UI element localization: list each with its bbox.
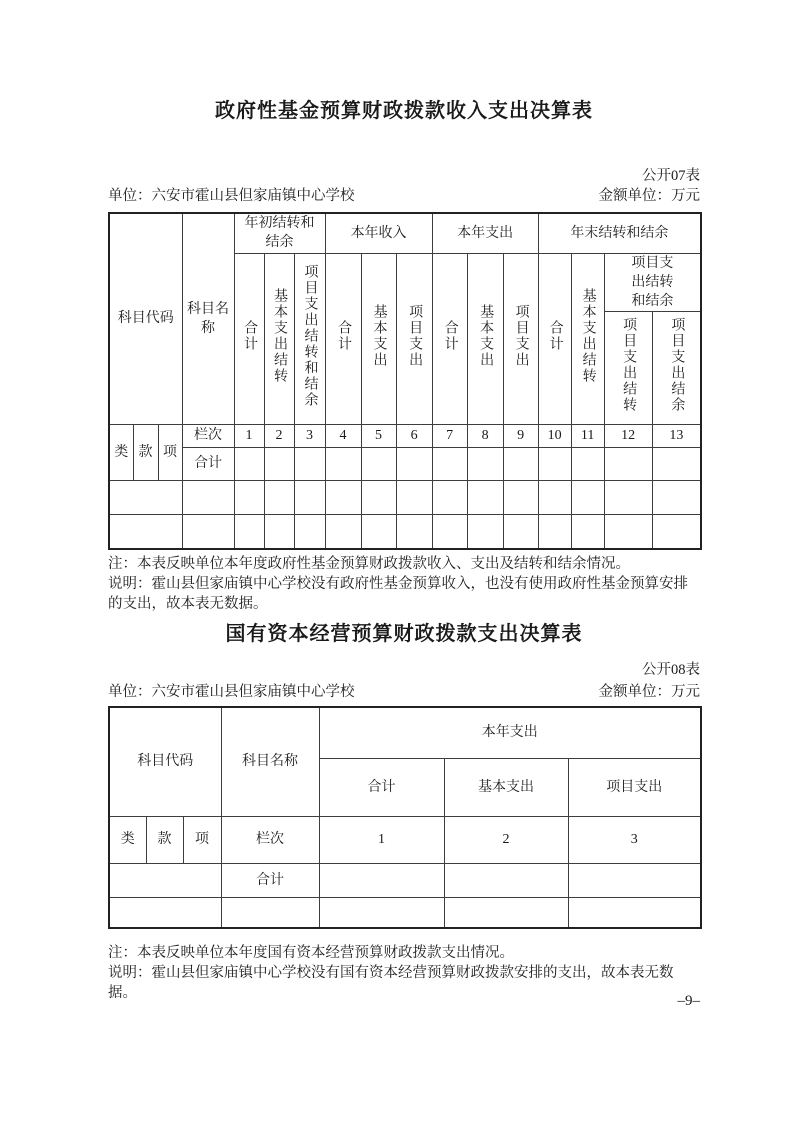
column-index: 7 [432, 424, 467, 447]
header-col-8-label: 基本支出 [478, 303, 494, 368]
empty-cell [568, 863, 701, 897]
header-col-10 [538, 253, 571, 424]
empty-cell [294, 514, 325, 549]
empty-cell [503, 480, 538, 514]
header-col-9 [503, 253, 538, 424]
empty-cell [294, 447, 325, 480]
empty-cell [503, 447, 538, 480]
empty-cell [319, 863, 444, 897]
empty-cell [571, 480, 604, 514]
state-capital-table [108, 706, 702, 929]
header-col-9-label: 项目支出 [513, 303, 529, 368]
state-capital-unit-name: 单位：六安市霍山县但家庙镇中心学校 [108, 684, 355, 700]
empty-cell [571, 447, 604, 480]
header-col-11 [571, 253, 604, 424]
header-group-current-expenditure: 本年支出 [432, 213, 538, 253]
header-col-7 [432, 253, 467, 424]
header-group-opening-balance [234, 213, 325, 253]
empty-cell [467, 514, 503, 549]
gov-fund-table-tag: 公开07表 [642, 168, 700, 184]
header-code-item: 项 [183, 816, 221, 863]
empty-cell [467, 447, 503, 480]
header-column-index-label: 栏次 [221, 816, 319, 863]
header-col-6-label: 项目支出 [407, 303, 423, 368]
empty-cell [503, 514, 538, 549]
empty-cell [538, 480, 571, 514]
column-index: 2 [444, 816, 568, 863]
header-col-2-label: 基本支出结转 [272, 287, 288, 384]
empty-cell [234, 514, 264, 549]
column-index: 12 [604, 424, 652, 447]
empty-cell [325, 514, 361, 549]
column-index: 13 [652, 424, 701, 447]
empty-cell [652, 514, 701, 549]
empty-cell [361, 480, 396, 514]
header-group-yearend-balance: 年末结转和结余 [538, 213, 701, 253]
column-index: 10 [538, 424, 571, 447]
empty-cell [325, 447, 361, 480]
empty-cell [432, 447, 467, 480]
empty-cell [571, 514, 604, 549]
header-col-7-label: 合计 [442, 319, 458, 352]
page-number: –9– [677, 993, 700, 1009]
column-index: 9 [503, 424, 538, 447]
empty-cell [264, 514, 294, 549]
empty-cell [432, 514, 467, 549]
gov-fund-note: 注：本表反映单位本年度政府性基金预算财政拨款收入、支出及结转和结余情况。 [108, 556, 630, 572]
header-col-1-label: 合计 [242, 319, 258, 352]
empty-cell [652, 447, 701, 480]
header-col-8 [467, 253, 503, 424]
column-index: 3 [568, 816, 701, 863]
empty-cell [221, 897, 319, 928]
empty-cell [325, 480, 361, 514]
header-subgroup-project-balance [604, 253, 701, 311]
header-subject-name: 科目名称 [221, 707, 319, 816]
header-code-section: 款 [146, 816, 183, 863]
empty-cell [361, 447, 396, 480]
empty-cell [109, 480, 182, 514]
header-col-12 [604, 311, 652, 424]
column-index: 2 [264, 424, 294, 447]
header-col-13-label: 项目支出结余 [669, 316, 685, 413]
state-capital-amount-unit: 金额单位：万元 [598, 684, 700, 700]
gov-fund-explanation: 说明：霍山县但家庙镇中心学校没有政府性基金预算收入，也没有使用政府性基金预算安排的支出，故本表无数据。 [108, 576, 688, 612]
empty-cell [319, 897, 444, 928]
empty-cell [264, 480, 294, 514]
column-index: 11 [571, 424, 604, 447]
state-capital-explanation: 说明：霍山县但家庙镇中心学校没有国有资本经营预算财政拨款安排的支出，故本表无数据。 [108, 965, 674, 1001]
header-col-4 [325, 253, 361, 424]
column-index: 5 [361, 424, 396, 447]
empty-cell [182, 480, 234, 514]
state-capital-table-tag: 公开08表 [642, 662, 700, 678]
header-col-13 [652, 311, 701, 424]
column-index: 1 [234, 424, 264, 447]
header-subject-code: 科目代码 [109, 707, 221, 816]
empty-cell [234, 447, 264, 480]
header-col-total: 合计 [319, 758, 444, 816]
empty-cell [182, 514, 234, 549]
header-col-12-label: 项目支出结转 [621, 316, 637, 413]
empty-cell [604, 514, 652, 549]
gov-fund-unit-name: 单位：六安市霍山县但家庙镇中心学校 [108, 188, 355, 204]
header-col-3 [294, 253, 325, 424]
gov-fund-table-title: 政府性基金预算财政拨款收入支出决算表 [215, 100, 593, 122]
empty-cell [538, 514, 571, 549]
empty-cell [264, 447, 294, 480]
header-code-class: 类 [109, 424, 133, 480]
empty-cell [396, 514, 432, 549]
row-total-label: 合计 [221, 863, 319, 897]
header-subject-code: 科目代码 [109, 213, 182, 424]
header-subject-name: 科目名称 [182, 213, 234, 424]
empty-cell [234, 480, 264, 514]
header-col-3-label: 项目支出结转和结余 [302, 263, 318, 408]
gov-fund-unit-line [108, 187, 700, 205]
empty-cell [396, 447, 432, 480]
page-content [108, 0, 700, 1003]
empty-cell [109, 514, 182, 549]
header-group-current-income: 本年收入 [325, 213, 432, 253]
header-code-section: 款 [133, 424, 158, 480]
empty-cell [444, 897, 568, 928]
empty-cell [294, 480, 325, 514]
gov-fund-notes [108, 554, 700, 614]
header-col-1 [234, 253, 264, 424]
empty-cell [652, 480, 701, 514]
header-col-5 [361, 253, 396, 424]
empty-cell [604, 480, 652, 514]
empty-cell [444, 863, 568, 897]
header-group-opening-balance-label: 年初结转和结余 [244, 216, 315, 251]
header-col-4-label: 合计 [336, 319, 352, 352]
header-col-11-label: 基本支出结转 [580, 287, 596, 384]
header-col-5-label: 基本支出 [371, 303, 387, 368]
column-index: 1 [319, 816, 444, 863]
empty-cell [467, 480, 503, 514]
header-code-item: 项 [158, 424, 182, 480]
row-total-label: 合计 [182, 447, 234, 480]
column-index: 3 [294, 424, 325, 447]
header-col-2 [264, 253, 294, 424]
state-capital-note: 注：本表反映单位本年度国有资本经营预算财政拨款支出情况。 [108, 945, 514, 961]
empty-cell [396, 480, 432, 514]
empty-cell [538, 447, 571, 480]
header-col-basic-expenditure: 基本支出 [444, 758, 568, 816]
column-index: 8 [467, 424, 503, 447]
empty-cell [361, 514, 396, 549]
header-group-current-expenditure: 本年支出 [319, 707, 701, 758]
header-col-10-label: 合计 [547, 319, 563, 352]
header-column-index-label: 栏次 [182, 424, 234, 447]
empty-cell [109, 863, 221, 897]
gov-fund-table [108, 212, 702, 550]
empty-cell [568, 897, 701, 928]
header-col-6 [396, 253, 432, 424]
state-capital-unit-line [108, 683, 700, 701]
header-subgroup-project-balance-label: 项目支出结转和结余 [631, 255, 674, 309]
empty-cell [604, 447, 652, 480]
column-index: 4 [325, 424, 361, 447]
empty-cell [109, 897, 221, 928]
empty-cell [432, 480, 467, 514]
header-col-project-expenditure: 项目支出 [568, 758, 701, 816]
state-capital-table-title: 国有资本经营预算财政拨款支出决算表 [225, 623, 583, 645]
gov-fund-amount-unit: 金额单位：万元 [598, 188, 700, 204]
column-index: 6 [396, 424, 432, 447]
header-code-class: 类 [109, 816, 146, 863]
